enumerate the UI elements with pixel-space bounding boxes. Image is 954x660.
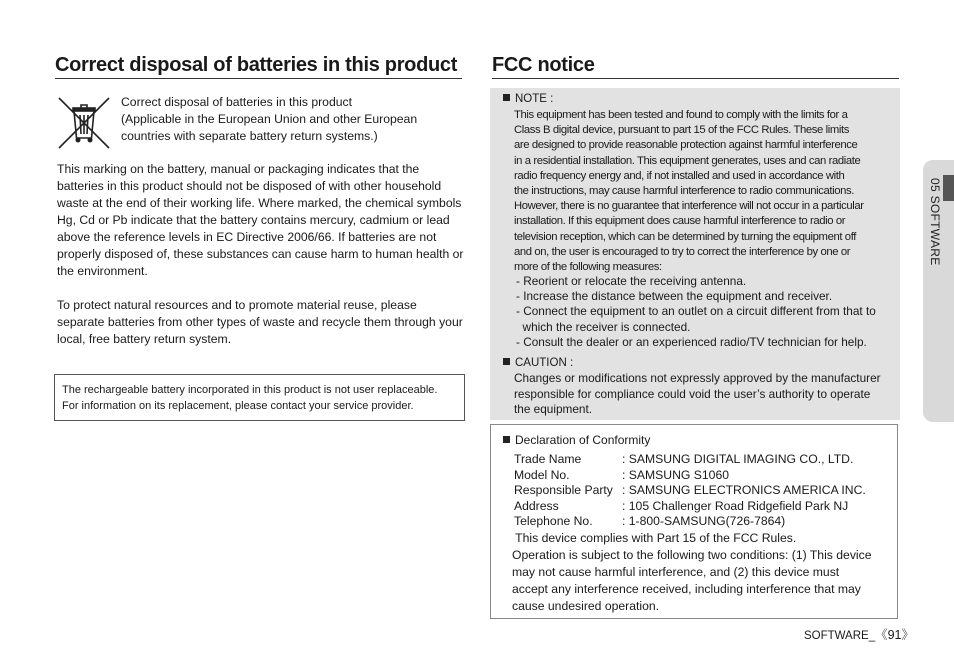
conformity-body	[512, 530, 872, 615]
marking-paragraph: This marking on the battery, manual or packaging indicates that the batteries in this product should not be disposed of with other household waste at the end of their working life. Where marked, the chemical symbols Hg, Cd or Pb indicate that the battery contains mercury, cadmium or lead above the reference levels in EC Directive 2006/66. If batteries are not properly disposed of, these substances can cause harm to human health or the environment.	[57, 162, 464, 278]
disposal-intro	[121, 94, 451, 145]
footer-section: SOFTWARE_	[803, 630, 876, 642]
conformity-line: Operation is subject to the following two conditions: (1) This device	[512, 548, 872, 562]
table-row	[514, 514, 866, 530]
caution-line: the equipment.	[514, 402, 593, 416]
page-number: 《91》	[875, 628, 914, 642]
square-bullet-icon	[503, 94, 510, 101]
note-line: in a residential installation. This equipment generates, uses and can radiate	[514, 154, 861, 167]
note-line: However, there is no guarantee that interference will not occur in a particular	[514, 200, 864, 213]
note-line: radio frequency energy and, if not installed and used in accordance with	[514, 169, 845, 182]
square-bullet-icon	[503, 358, 510, 365]
conformity-key: Trade Name	[514, 452, 582, 466]
crossed-bin-icon	[55, 94, 113, 152]
conformity-table	[514, 452, 866, 530]
note-line: television reception, which can be determined by turning the equipment off	[514, 230, 856, 243]
table-row	[514, 499, 866, 515]
note-line: installation. If this equipment does cause harmful interference to radio or	[514, 215, 846, 228]
conformity-value: : SAMSUNG ELECTRONICS AMERICA INC.	[622, 483, 866, 497]
note-label	[503, 92, 553, 106]
conformity-title-text: Declaration of Conformity	[515, 433, 651, 447]
note-text	[514, 108, 864, 275]
measure-item: which the receiver is connected.	[516, 319, 691, 334]
measure-item: - Increase the distance between the equipment and receiver.	[516, 289, 833, 304]
note-line: are designed to provide reasonable protection against harmful interference	[514, 139, 858, 152]
conformity-key: Responsible Party	[514, 483, 613, 497]
replacement-notice-box: The rechargeable battery incorporated in this product is not user replaceable. For information on its replacement, please contact your service provider.	[54, 374, 465, 421]
note-line: Class B digital device, pursuant to part 15 of the FCC Rules. These limits	[514, 124, 849, 137]
intro-line: countries with separate battery return systems.)	[121, 129, 378, 143]
caution-label	[503, 356, 573, 370]
recycle-paragraph: To protect natural resources and to promote material reuse, please separate batteries from other types of waste and recycle them through your local, free battery return system.	[57, 298, 463, 346]
measures-list	[516, 274, 876, 350]
conformity-line: cause undesired operation.	[512, 599, 660, 613]
battery-disposal-heading: Correct disposal of batteries in this product	[55, 54, 462, 79]
square-bullet-icon	[503, 436, 510, 443]
conformity-key: Address	[514, 498, 559, 513]
conformity-value: : 105 Challenger Road Ridgefield Park NJ	[622, 498, 849, 513]
intro-line: (Applicable in the European Union and other European	[121, 112, 418, 126]
caution-line: responsible for compliance could void the user’s authority to operate	[514, 386, 871, 401]
table-row	[514, 468, 866, 484]
conformity-line: accept any interference received, including interference that may	[512, 582, 861, 596]
chapter-label: 05 SOFTWARE	[928, 178, 942, 266]
caution-line: Changes or modifications not expressly approved by the manufacturer	[514, 371, 881, 385]
chapter-side-tab	[923, 160, 954, 422]
fcc-note-panel	[490, 88, 900, 420]
table-row	[514, 452, 866, 468]
conformity-line: may not cause harmful interference, and (2) this device must	[512, 565, 840, 579]
conformity-key: Model No.	[514, 467, 570, 482]
measure-item: - Connect the equipment to an outlet on a circuit different from that to	[516, 304, 876, 319]
conformity-title	[503, 433, 650, 447]
conformity-value: : 1-800-SAMSUNG(726-7864)	[622, 514, 786, 528]
fcc-notice-heading: FCC notice	[492, 54, 899, 79]
note-line: and on, the user is encouraged to try to correct the interference by one or	[514, 245, 851, 258]
caution-text	[514, 371, 881, 418]
conformity-value: : SAMSUNG S1060	[622, 467, 730, 482]
note-line: the instructions, may cause harmful interference to radio communications.	[514, 185, 855, 198]
page-footer	[804, 625, 914, 643]
table-row	[514, 483, 866, 499]
measure-item: - Reorient or relocate the receiving antenna.	[516, 274, 747, 288]
note-line: This equipment has been tested and found to comply with the limits for a	[514, 109, 848, 121]
declaration-of-conformity-box	[490, 424, 898, 619]
caution-label-text: CAUTION :	[515, 357, 574, 369]
note-line: more of the following measures:	[514, 261, 662, 274]
note-label-text: NOTE :	[515, 93, 554, 105]
intro-line: Correct disposal of batteries in this product	[121, 95, 352, 109]
conformity-key: Telephone No.	[514, 514, 593, 528]
conformity-line: This device complies with Part 15 of the FCC Rules.	[512, 531, 797, 545]
measure-item: - Consult the dealer or an experienced radio/TV technician for help.	[516, 334, 867, 349]
chapter-marker	[943, 175, 954, 201]
conformity-value: : SAMSUNG DIGITAL IMAGING CO., LTD.	[622, 452, 854, 466]
